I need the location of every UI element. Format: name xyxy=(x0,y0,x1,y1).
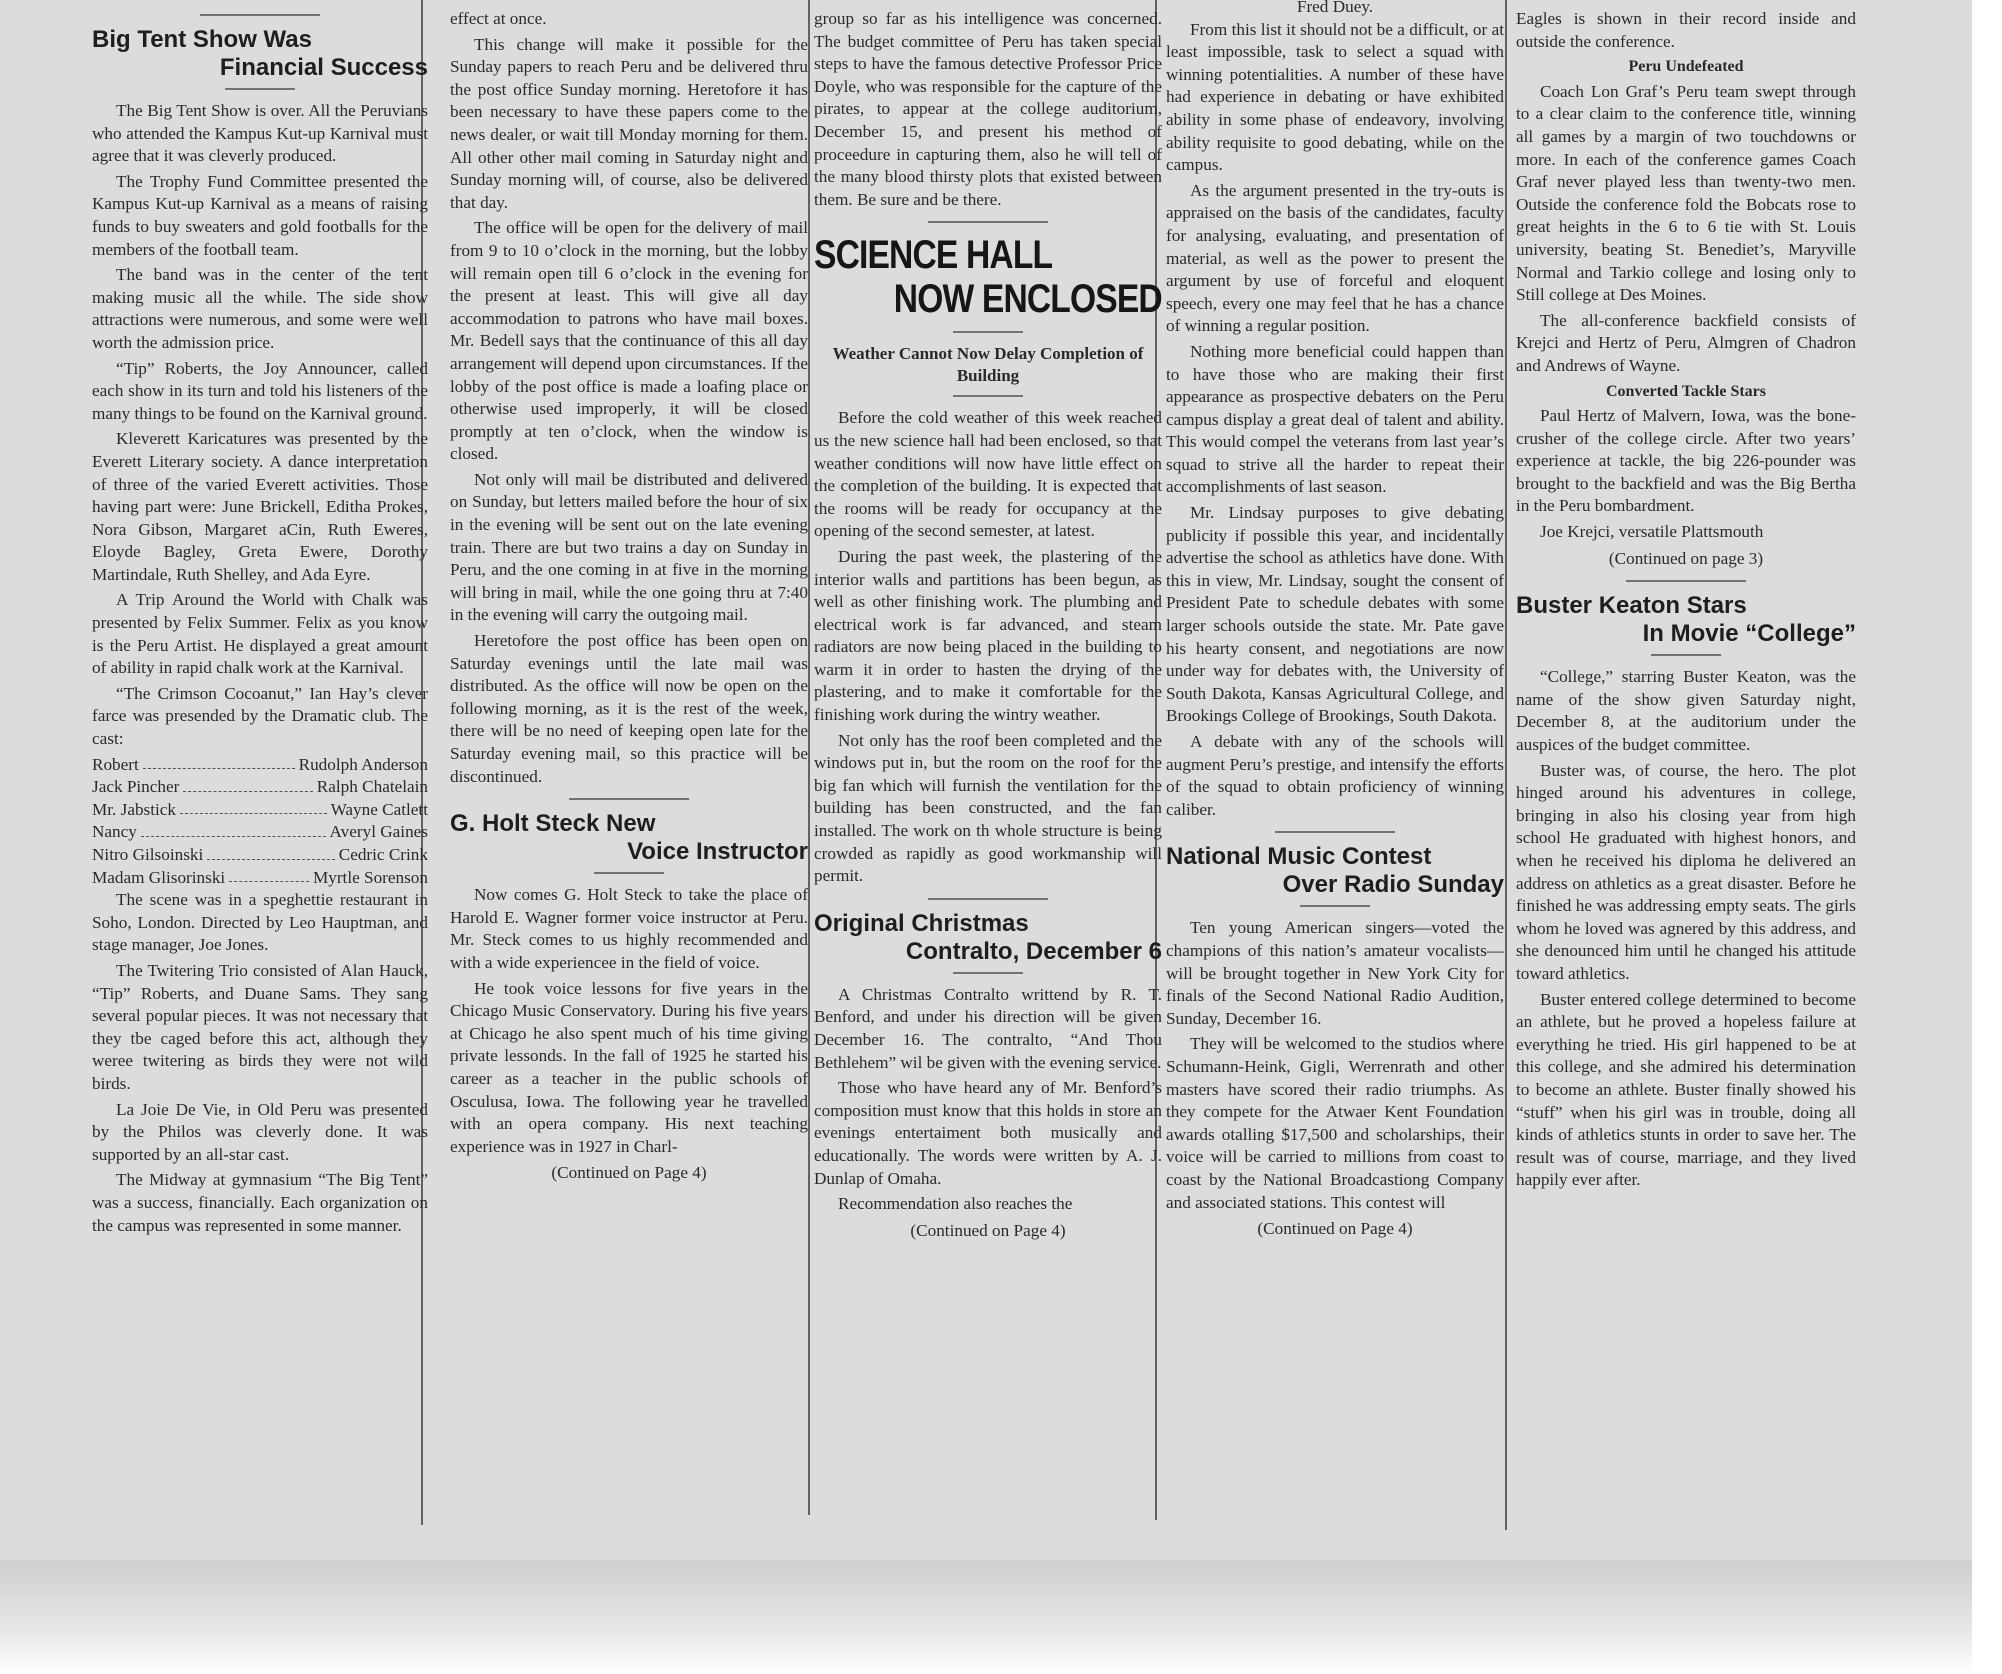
leader-dots xyxy=(207,844,334,860)
continued-note: (Continued on Page 4) xyxy=(1257,1219,1413,1239)
leader-dots xyxy=(141,821,326,837)
leader-dots xyxy=(180,799,327,815)
paragraph: During the past week, the plastering of the interior walls and partitions has been begun, as well as other finishing work. The plumbing and electrical work is far advanced, and steam radiators are now being placed in the building to warm it in order to hasten the drying of the plastering, and to make it comfortable for the finishing work during the wintry weather. xyxy=(814,546,1162,725)
paragraph: He took voice lessons for five years in the Chicago Music Conservatory. During his five years at Chicago he also spent much of his time giving private lessonds. In the fall of 1925 he started his career as a teacher in the public schools of Osculusa, Iowa. The following year he travelled with an opera company. His next teaching experience was in 1927 in Charl- xyxy=(450,978,808,1156)
paragraph: Joe Krejci, versatile Plattsmouth xyxy=(1540,522,1764,542)
paragraph: Fred Duey. xyxy=(1296,0,1374,16)
cast-row xyxy=(92,754,428,777)
cast-role: Madam Glisorinski xyxy=(92,867,226,887)
paragraph: Now comes G. Holt Steck to take the place of Harold E. Wagner former voice instructor at Peru. Mr. Steck comes to us highly recommended and with a wide experiencee in the field of voice. xyxy=(450,885,808,972)
paragraph: Mr. Lindsay purposes to give debating publicity if possible this year, and incidentally advertise the school as athletics have done. With this in view, Mr. Lindsay, sought the consent of President Pate to schedule debates with some larger schools outside the state. Mr. Pate gave his hearty consent, and negotiations are now under way for debates with, the University of South Dakota, Kansas Agricultural College, and Brookings College of Brookings, South Dakota. xyxy=(1166,503,1504,726)
headline-line: NOW ENCLOSED xyxy=(893,277,1162,322)
continued-note: (Continued on Page 4) xyxy=(910,1220,1066,1240)
paragraph: As the argument presented in the try-outs is appraised on the basis of the candidates, faculty for analysing, evaluating, and presentation of material, as well as the power to present the argument by use of forceful and eloquent speech, every one may feel that he has a chance of winning a regular position. xyxy=(1166,180,1504,336)
cast-role: Jack Pincher xyxy=(92,777,180,797)
paragraph: “The Crimson Cocoanut,” Ian Hay’s clever farce was presended by the Dramatic club. The cast: xyxy=(92,683,428,749)
paragraph: “College,” starring Buster Keaton, was the name of the show given Saturday night, December 8, at the auditorium under the auspices of the budget committee. xyxy=(1516,667,1856,755)
divider xyxy=(953,395,1023,397)
paragraph: The band was in the center of the tent making music all the while. The side show attractions were numerous, and some were well worth the admission price. xyxy=(92,265,428,352)
divider xyxy=(200,14,320,16)
headline-music-contest xyxy=(1166,843,1504,899)
cast-list xyxy=(92,754,428,890)
headline-line: Original Christmas xyxy=(814,909,1029,937)
divider xyxy=(1275,831,1395,833)
divider xyxy=(928,221,1048,223)
paragraph: Nothing more beneficial could happen than to have those who are making their first appearance as prospective debaters on the Peru campus display a great deal of talent and ability. This would compel the veterans from last year’s squad to strive all the harder to repeat their accomplishments of last season. xyxy=(1166,341,1504,497)
paragraph: “Tip” Roberts, the Joy Announcer, called each show in its turn and told his listeners of the many things to be found on the Karnival ground. xyxy=(92,358,428,423)
headline-steck xyxy=(450,810,808,866)
paragraph: This change will make it possible for the Sunday papers to reach Peru and be delivered thru the post office Sunday morning. Heretofore it has been necessary to have these papers come to the news dealer, or wait till Monday morning for them. All other other mail coming in Saturday night and Sunday morning will, of course, also be delivered that day. xyxy=(450,34,808,212)
paragraph: Those who have heard any of Mr. Benford’s composition must know that this holds in store an evenings entertaiment both musically and educationally. The words were written by A. J. Dunlap of Omaha. xyxy=(814,1078,1162,1188)
headline-line: Buster Keaton Stars xyxy=(1516,592,1747,620)
divider xyxy=(569,798,689,800)
page-edge-shadow xyxy=(0,1560,2002,1674)
divider xyxy=(594,872,664,874)
paragraph: From this list it should not be a difficult, or at least impossible, task to select a squad with winning potentialities. A number of these have had experience in debating or have exhibited ability in some phase of endeavory, involving ability requisite to good debating, while on the campus. xyxy=(1166,19,1504,175)
cast-actor: Averyl Gaines xyxy=(329,822,428,842)
headline-line: Financial Success xyxy=(219,54,428,81)
cast-row xyxy=(92,844,428,867)
cast-actor: Rudolph Anderson xyxy=(298,754,428,774)
divider xyxy=(928,898,1048,900)
paragraph: The office will be open for the delivery of mail from 9 to 10 o’clock in the morning, but the lobby will remain open till 6 o’clock in the evening for the present at least. This will give all day accommodation to patrons who have mail boxes. Mr. Bedell says that the continuance of this all day arrangement will depend upon circumstances. If the lobby of the post office is made a loafing place or otherwise used improperly, it will be closed promptly at ten o’clock, when the window is closed. xyxy=(450,218,808,464)
cast-actor: Cedric Crink xyxy=(338,845,428,864)
paragraph: La Joie De Vie, in Old Peru was presented by the Philos was cleverly done. It was supported by an all-star cast. xyxy=(92,1099,428,1164)
headline-science-hall xyxy=(814,233,1162,321)
cast-actor: Wayne Catlett xyxy=(330,799,428,819)
divider xyxy=(953,972,1023,974)
column-5 xyxy=(1510,8,1862,1538)
headline-line: SCIENCE HALL xyxy=(814,233,1053,278)
divider xyxy=(225,88,295,90)
paragraph: Ten young American singers—voted the champions of this nation’s amateur vocalists—will be brought together in New York City for finals of the Second National Radio Audition, Sunday, December 16. xyxy=(1166,918,1504,1028)
continued-note: (Continued on page 3) xyxy=(1608,548,1764,568)
paragraph: effect at once. xyxy=(450,9,547,28)
paragraph: Heretofore the post office has been open on Saturday evenings until the late mail was distributed. As the office will now be open on the following morning, as it is the rest of the week, there will be no need of keeping open late for the Saturday evening mail, so this practice will be discontinued. xyxy=(450,631,808,786)
leader-dots xyxy=(183,776,312,792)
paragraph: The Midway at gymnasium “The Big Tent” was a success, financially. Each organization on the campus was represented in some manner. xyxy=(92,1170,428,1235)
paragraph: A debate with any of the schools will augment Peru’s prestige, and intensify the efforts of the squad to obtain proficiency of winning caliber. xyxy=(1166,732,1504,819)
headline-line: National Music Contest xyxy=(1166,843,1432,871)
headline-christmas-contralto xyxy=(814,910,1162,966)
paragraph: A Christmas Contralto writtend by R. T. Benford, and under his direction will be given December 16. The contralto, “And Thou Bethlehem” wil be given with the evening service. xyxy=(814,984,1162,1072)
headline-line: Contralto, December 6 xyxy=(905,937,1162,965)
paragraph: A Trip Around the World with Chalk was presented by Felix Summer. Felix as you know is the Peru Artist. He displayed a great amount of ability in rapid chalk work at the Karnival. xyxy=(92,590,428,678)
paragraph: Not only will mail be distributed and delivered on Sunday, but letters mailed before the hour of six in the evening will be sent out on the late evening train. There are but two trains a day on Sunday in Peru, and the one coming in at five in the morning will bring in mail, while the one going thru at 7:40 in the evening will carry the outgoing mail. xyxy=(450,469,808,625)
leader-dots xyxy=(143,754,295,770)
paragraph: The Twitering Trio consisted of Alan Hauck, “Tip” Roberts, and Duane Sams. They sang several popular pieces. It was not necessary that they tbe caged before this act, although they weree twitering as birds they were not wild birds. xyxy=(92,960,428,1093)
headline-line: Over Radio Sunday xyxy=(1282,871,1504,899)
cast-row xyxy=(92,821,428,844)
paragraph: Eagles is shown in their record inside and outside the conference. xyxy=(1516,9,1856,51)
continued-note: (Continued on Page 4) xyxy=(551,1163,707,1183)
headline-big-tent-show xyxy=(92,26,428,82)
headline-line: Voice Instructor xyxy=(627,838,808,866)
paragraph: Coach Lon Graf’s Peru team swept through to a clear claim to the conference title, winning all games by a margin of two touchdowns or more. In each of the conference games Coach Graf never played less than twenty-two men. Outside the conference fold the Bobcats rose to great heights in the 6 to 6 tie with St. Louis university, beating St. Benediet’s, Maryville Normal and Tarkio college and losing only to Still college at Des Moines. xyxy=(1516,81,1856,305)
paragraph: Not only has the roof been completed and the windows put in, but the room on the roof for the big fan which will furnish the ventilation for the building has been constructed, and the fan installed. The work on th whole structure is being crowded as rapidly as good workmanship will permit. xyxy=(814,730,1162,886)
cast-role: Robert xyxy=(92,754,139,774)
divider xyxy=(1651,654,1721,656)
cast-actor: Myrtle Sorenson xyxy=(312,867,428,887)
divider xyxy=(1626,580,1746,582)
cast-row xyxy=(92,867,428,890)
headline-line: G. Holt Steck New xyxy=(450,810,656,838)
cast-row xyxy=(92,776,428,799)
headline-line: Big Tent Show Was xyxy=(92,26,312,53)
paragraph: Recommendation also reaches the xyxy=(838,1194,1073,1214)
section-subhead: Peru Undefeated xyxy=(1628,58,1744,76)
cast-role: Nitro Gilsoinski xyxy=(92,845,204,864)
paragraph: Kleverett Karicatures was presented by the Everett Literary society. A dance interpretation of three of the varied Everett activities. Those having part were: June Brickell, Editha Prokes, Nora Gibson, Margaret aCin, Ruth Eweres, Eloyde Bagley, Greta Ewere, Dorothy Martindale, Ruth Shelley, and Ada Eyre. xyxy=(92,429,428,584)
column-2 xyxy=(444,8,814,1538)
divider xyxy=(1300,905,1370,907)
column-3 xyxy=(808,8,1168,1538)
paragraph: Paul Hertz of Malvern, Iowa, was the bone-crusher of the college circle. After two years’ experience at tackle, the big 226-pounder was brought to the backfield and was the Big Bertha in the Peru bombardment. xyxy=(1516,406,1856,516)
cast-actor: Ralph Chatelain xyxy=(316,777,428,797)
cast-row xyxy=(92,799,428,822)
paragraph: The all-conference backfield consists of Krejci and Hertz of Peru, Almgren of Chadron and Andrews of Wayne. xyxy=(1516,310,1856,375)
divider xyxy=(953,331,1023,333)
column-4 xyxy=(1160,0,1510,1538)
paragraph: Buster was, of course, the hero. The plot hinged around his adventures in college, bringing in also his closing year from high school He graduated with highest honors, and when he received his diploma he delivered an address on athletics as a great disaster. Before he finished he was addressing empty seats. The girls whom he loved was agnered by this address, and she denounced him until he changed his attitude toward athletics. xyxy=(1516,760,1856,983)
paragraph: The scene was in a speghettie restaurant in Soho, London. Directed by Leo Hauptman, and stage manager, Joe Jones. xyxy=(92,890,428,955)
leader-dots xyxy=(229,867,309,883)
paragraph: They will be welcomed to the studios where Schumann-Heink, Gigli, Werrenrath and other masters have scored their radio triumphs. As they compete for the Atwaer Kent Foundation awards otalling $17,500 and scholarships, their voice will be carried to millions from coast to coast by the National Broadcastiong Company and associated stations. This contest will xyxy=(1166,1034,1504,1212)
headline-buster-keaton xyxy=(1516,592,1856,648)
paragraph: group so far as his intelligence was concerned. The budget committee of Peru has taken special steps to have the famous detective Professor Price Doyle, who was responsible for the capture of the pirates, to appear at the college auditorium, December 15, and present his method of proceedure in capturing them, also he will tell of the many blood thirsty plots that existed between them. Be sure and be there. xyxy=(814,9,1162,209)
page-margin xyxy=(1972,0,2002,1674)
column-1 xyxy=(86,14,434,1544)
section-subhead: Converted Tackle Stars xyxy=(1606,382,1766,400)
paragraph: The Trophy Fund Committee presented the Kampus Kut-up Karnival as a means of raising funds to buy sweaters and gold footballs for the members of the football team. xyxy=(92,171,428,259)
headline-line: In Movie “College” xyxy=(1642,620,1856,648)
paragraph: The Big Tent Show is over. All the Peruvians who attended the Kampus Kut-up Karnival must agree that it was cleverly produced. xyxy=(92,101,428,166)
cast-role: Nancy xyxy=(92,822,137,842)
paragraph: Before the cold weather of this week reached us the new science hall had been enclosed, so that weather conditions will now have little effect on the completion of the building. It is expected that the rooms will be ready for occupancy at the opening of the second semester, at latest. xyxy=(814,408,1162,541)
subheadline: Weather Cannot Now Delay Completion of Building xyxy=(832,344,1144,386)
paragraph: Buster entered college determined to become an athlete, but he proved a hopeless failure at everything he tried. His girl happened to be at this college, and she admired his determination to become an athlete. Buster finally showed his “stuff” when his girl was in trouble, doing all kinds of athletics stunts in order to save her. The result was of course, marriage, and they lived happily ever after. xyxy=(1516,989,1856,1190)
cast-role: Mr. Jabstick xyxy=(92,799,177,819)
